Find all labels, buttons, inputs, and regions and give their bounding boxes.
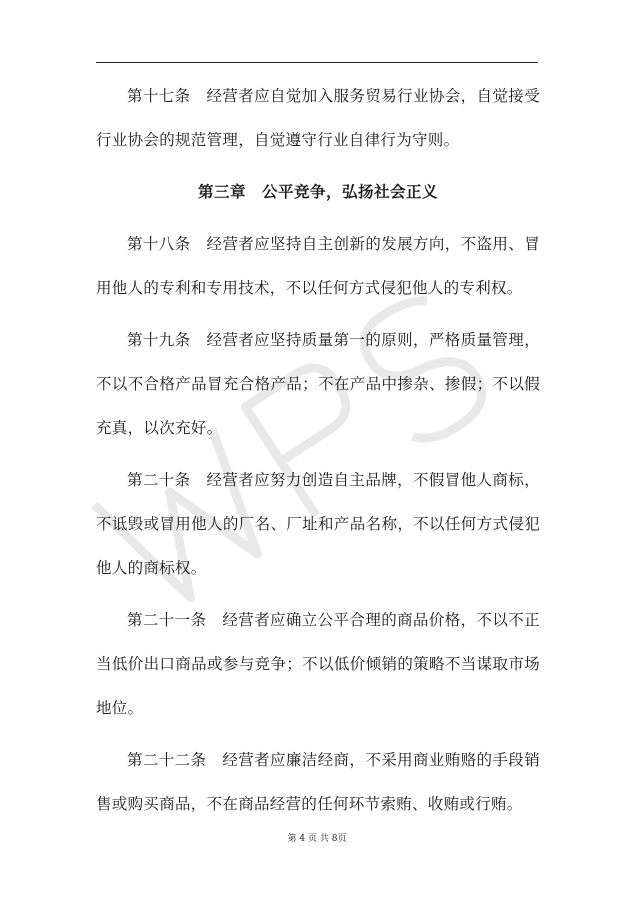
article-22: 第二十二条 经营者应廉洁经商，不采用商业贿赂的手段销售或购买商品，不在商品经营的任何环节索贿、收贿或行贿。 <box>96 751 540 813</box>
chapter-3-heading: 第三章 公平竞争，弘扬社会正义 <box>197 182 438 201</box>
article-19: 第十九条 经营者应坚持质量第一的原则，严格质量管理，不以不合格产品冒充合格产品；不在产品中掺杂、掺假；不以假充真，以次充好。 <box>96 331 540 437</box>
article-21: 第二十一条 经营者应确立公平合理的商品价格，不以不正当低价出口商品或参与竞争；不以低价倾销的策略不当谋取市场地位。 <box>96 611 540 717</box>
header-rule <box>96 62 538 63</box>
article-18: 第十八条 经营者应坚持自主创新的发展方向，不盗用、冒用他人的专利和专用技术，不以任何方式侵犯他人的专利权。 <box>96 235 540 297</box>
document-body <box>96 74 540 826</box>
article-20: 第二十条 经营者应努力创造自主品牌，不假冒他人商标，不诋毁或冒用他人的厂名、厂址和产品名称，不以任何方式侵犯他人的商标权。 <box>96 471 540 577</box>
page-number-footer: 第 4 页 共 8页 <box>287 834 347 844</box>
article-17: 第十七条 经营者应自觉加入服务贸易行业协会，自觉接受行业协会的规范管理，自觉遵守行业自律行为守则。 <box>96 87 540 149</box>
